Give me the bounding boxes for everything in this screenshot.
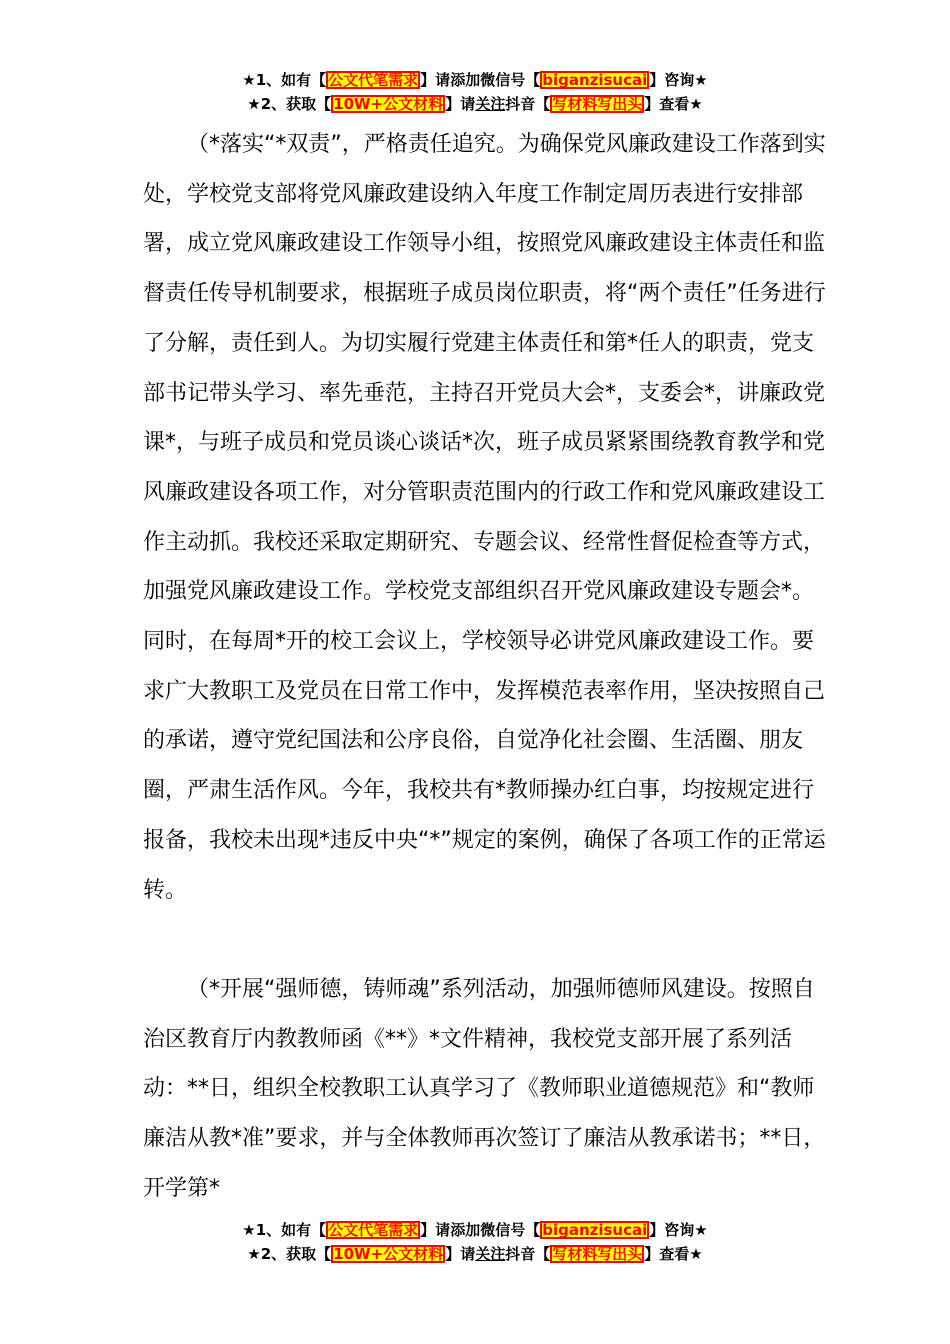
promo-highlight: 公文代笔需求 — [328, 71, 419, 89]
promo-text: ★2、获取【 — [247, 95, 332, 113]
promo-highlight: 公文代笔需求 — [328, 1221, 419, 1239]
promo-banner-bottom — [0, 1218, 950, 1266]
promo-text: 关注 — [475, 95, 506, 113]
promo-text: 】请 — [445, 1245, 476, 1263]
promo-line-2 — [0, 1242, 950, 1266]
paragraph-2: （*开展“强师德，铸师魂”系列活动，加强师德师风建设。按照自治区教育厅内教教师函《**》*文件精神，我校党支部开展了系列活动：**日，组织全校教职工认真学习了《教师职业道德规范》和“教师廉洁从教*准”要求，并与全体教师再次签订了廉洁从教承诺书；**日，开学第* — [143, 976, 826, 1201]
promo-line-1 — [0, 1218, 950, 1242]
promo-line-2 — [0, 92, 950, 116]
promo-text: 】请 — [420, 1221, 451, 1239]
promo-text: 微信号【 — [480, 1221, 541, 1239]
promo-text: 】请 — [420, 71, 451, 89]
promo-text: 抖音【 — [505, 1245, 551, 1263]
promo-text: ★2、获取【 — [247, 1245, 332, 1263]
douyin-id-highlight: 写材料写出头 — [552, 95, 643, 113]
promo-text: 】查看★ — [644, 95, 703, 113]
promo-text: 】咨询★ — [649, 71, 708, 89]
promo-text: 】请 — [445, 95, 476, 113]
document-body — [143, 120, 828, 1213]
wechat-id-highlight: biganzisucai — [542, 71, 648, 89]
paragraph-1: （*落实“*双责”，严格责任追究。为确保党风廉政建设工作落到实处，学校党支部将党风廉政建设纳入年度工作制定周历表进行安排部署，成立党风廉政建设工作领导小组，按照党风廉政建设主体责任和监督责任传导机制要求，根据班子成员岗位职责，将“两个责任”任务进行了分解，责任到人。为切实履行党建主体责任和第*任人的职责，党支部书记带头学习、率先垂范，主持召开党员大会*，支委会*，讲廉政党课*，与班子成员和党员谈心谈话*次，班子成员紧紧围绕教育教学和党风廉政建设各项工作，对分管职责范围内的行政工作和党风廉政建设工作主动抓。我校还采取定期研究、专题会议、经常性督促检查等方式，加强党风廉政建设工作。学校党支部组织召开党风廉政建设专题会*。同时，在每周*开的校工会议上，学校领导必讲党风廉政建设工作。要求广大教职工及党员在日常工作中，发挥模范表率作用，坚决按照自己的承诺，遵守党纪国法和公序良俗，自觉净化社会圈、生活圈、朋友圈，严肃生活作风。今年，我校共有*教师操办红白事，均按规定进行报备，我校未出现*违反中央“*”规定的案例，确保了各项工作的正常运转。 — [143, 132, 826, 903]
douyin-id-highlight: 写材料写出头 — [552, 1245, 643, 1263]
paragraph-spacer — [143, 915, 828, 965]
promo-text: 添加 — [450, 1221, 481, 1239]
promo-text: ★1、如有【 — [242, 71, 327, 89]
promo-text: 】查看★ — [644, 1245, 703, 1263]
promo-text: 关注 — [475, 1245, 506, 1263]
promo-text: 】咨询★ — [649, 1221, 708, 1239]
wechat-id-highlight: biganzisucai — [542, 1221, 648, 1239]
promo-text: 添加 — [450, 71, 481, 89]
promo-line-1 — [0, 68, 950, 92]
promo-text: 抖音【 — [505, 95, 551, 113]
promo-highlight: 10W+公文材料 — [333, 1245, 444, 1263]
promo-banner-top — [0, 68, 950, 116]
promo-text: 微信号【 — [480, 71, 541, 89]
promo-highlight: 10W+公文材料 — [333, 95, 444, 113]
promo-text: ★1、如有【 — [242, 1221, 327, 1239]
